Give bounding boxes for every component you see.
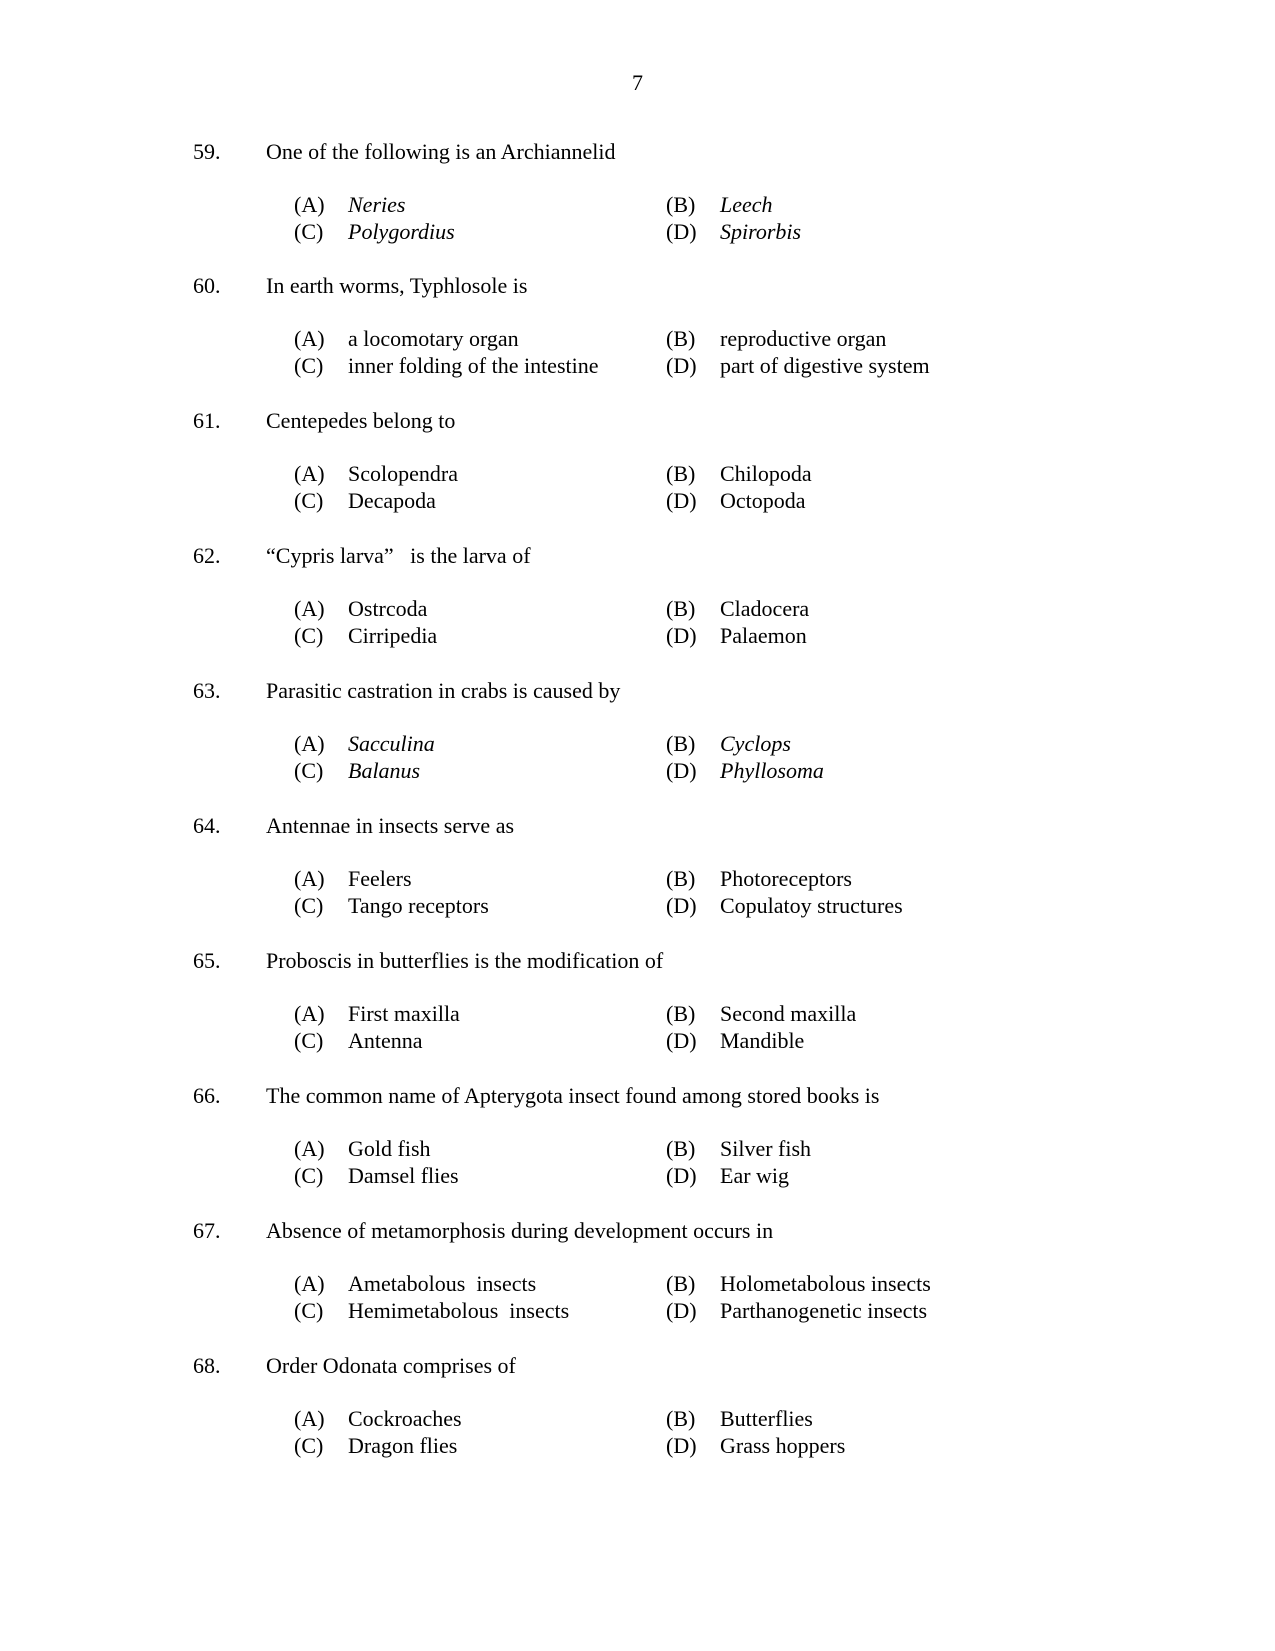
question-62	[0, 543, 1275, 673]
question-text: Absence of metamorphosis during development occurs in	[266, 1218, 774, 1243]
option-label: (C)	[294, 1028, 324, 1053]
option-text: a locomotary organ	[348, 326, 519, 351]
option-label: (B)	[666, 731, 696, 756]
option-text: Damsel flies	[348, 1163, 459, 1188]
option-text: Sacculina	[348, 731, 435, 756]
option-text: Scolopendra	[348, 461, 458, 486]
option-text: Decapoda	[348, 488, 436, 513]
option-label: (B)	[666, 1136, 696, 1161]
option-text: Phyllosoma	[720, 758, 824, 783]
option-label: (C)	[294, 219, 324, 244]
option-label: (B)	[666, 1406, 696, 1431]
option-text: Holometabolous insects	[720, 1271, 931, 1296]
option-label: (A)	[294, 326, 325, 351]
question-number: 61.	[193, 408, 221, 433]
option-label: (D)	[666, 893, 697, 918]
option-text: First maxilla	[348, 1001, 460, 1026]
question-64	[0, 813, 1275, 943]
option-label: (D)	[666, 1298, 697, 1323]
question-number: 67.	[193, 1218, 221, 1243]
option-text: Cirripedia	[348, 623, 438, 648]
option-text: Ostrcoda	[348, 596, 428, 621]
option-text: Cockroaches	[348, 1406, 462, 1431]
option-label: (A)	[294, 1271, 325, 1296]
option-text: inner folding of the intestine	[348, 353, 599, 378]
option-text: Ear wig	[720, 1163, 790, 1188]
option-label: (C)	[294, 488, 324, 513]
option-label: (B)	[666, 192, 696, 217]
question-number: 63.	[193, 678, 221, 703]
option-text: Mandible	[720, 1028, 805, 1053]
option-label: (D)	[666, 353, 697, 378]
option-label: (A)	[294, 731, 325, 756]
option-label: (D)	[666, 488, 697, 513]
option-label: (B)	[666, 1001, 696, 1026]
option-text: Hemimetabolous insects	[348, 1298, 570, 1323]
question-60	[0, 273, 1275, 403]
question-59	[0, 139, 1275, 269]
question-number: 60.	[193, 273, 221, 298]
option-label: (C)	[294, 1433, 324, 1458]
option-text: Gold fish	[348, 1136, 431, 1161]
option-label: (C)	[294, 353, 324, 378]
question-61	[0, 408, 1275, 538]
option-label: (C)	[294, 1298, 324, 1323]
option-label: (C)	[294, 1163, 324, 1188]
question-number: 59.	[193, 139, 221, 164]
option-text: part of digestive system	[720, 353, 930, 378]
option-text: Dragon flies	[348, 1433, 458, 1458]
question-text: One of the following is an Archiannelid	[266, 139, 616, 164]
option-text: Spirorbis	[720, 219, 802, 244]
option-text: Palaemon	[720, 623, 807, 648]
question-number: 66.	[193, 1083, 221, 1108]
question-text: Centepedes belong to	[266, 408, 456, 433]
option-label: (D)	[666, 623, 697, 648]
option-text: Octopoda	[720, 488, 806, 513]
option-label: (B)	[666, 596, 696, 621]
question-text: The common name of Apterygota insect found among stored books is	[266, 1083, 880, 1108]
option-text: Polygordius	[348, 219, 455, 244]
question-63	[0, 678, 1275, 808]
option-label: (B)	[666, 1271, 696, 1296]
option-text: Neries	[348, 192, 406, 217]
option-label: (A)	[294, 461, 325, 486]
option-label: (A)	[294, 1406, 325, 1431]
option-text: reproductive organ	[720, 326, 887, 351]
option-label: (A)	[294, 866, 325, 891]
question-text: Order Odonata comprises of	[266, 1353, 516, 1378]
option-text: Silver fish	[720, 1136, 812, 1161]
page-number: 7	[632, 70, 643, 95]
option-text: Parthanogenetic insects	[720, 1298, 928, 1323]
option-label: (A)	[294, 1136, 325, 1161]
question-number: 64.	[193, 813, 221, 838]
question-text: In earth worms, Typhlosole is	[266, 273, 528, 298]
option-text: Butterflies	[720, 1406, 813, 1431]
question-text: Proboscis in butterflies is the modification of	[266, 948, 664, 973]
option-label: (C)	[294, 758, 324, 783]
question-text: Parasitic castration in crabs is caused by	[266, 678, 621, 703]
option-text: Copulatoy structures	[720, 893, 903, 918]
option-label: (D)	[666, 1433, 697, 1458]
question-68	[0, 1353, 1275, 1483]
option-text: Grass hoppers	[720, 1433, 846, 1458]
question-text: Antennae in insects serve as	[266, 813, 515, 838]
option-label: (D)	[666, 1163, 697, 1188]
question-text: “Cypris larva” is the larva of	[266, 543, 531, 568]
option-label: (C)	[294, 623, 324, 648]
option-label: (A)	[294, 596, 325, 621]
option-label: (A)	[294, 1001, 325, 1026]
option-label: (D)	[666, 219, 697, 244]
option-text: Feelers	[348, 866, 412, 891]
option-label: (B)	[666, 461, 696, 486]
option-text: Antenna	[348, 1028, 423, 1053]
option-text: Ametabolous insects	[348, 1271, 537, 1296]
option-label: (C)	[294, 893, 324, 918]
option-label: (A)	[294, 192, 325, 217]
option-label: (B)	[666, 326, 696, 351]
option-label: (D)	[666, 758, 697, 783]
option-text: Cyclops	[720, 731, 791, 756]
option-text: Balanus	[348, 758, 421, 783]
option-label: (D)	[666, 1028, 697, 1053]
option-text: Cladocera	[720, 596, 810, 621]
option-text: Second maxilla	[720, 1001, 857, 1026]
option-text: Leech	[720, 192, 773, 217]
option-text: Tango receptors	[348, 893, 489, 918]
question-number: 65.	[193, 948, 221, 973]
question-number: 62.	[193, 543, 221, 568]
question-65	[0, 948, 1275, 1078]
option-text: Chilopoda	[720, 461, 812, 486]
question-66	[0, 1083, 1275, 1213]
question-number: 68.	[193, 1353, 221, 1378]
option-text: Photoreceptors	[720, 866, 852, 891]
option-label: (B)	[666, 866, 696, 891]
question-67	[0, 1218, 1275, 1348]
